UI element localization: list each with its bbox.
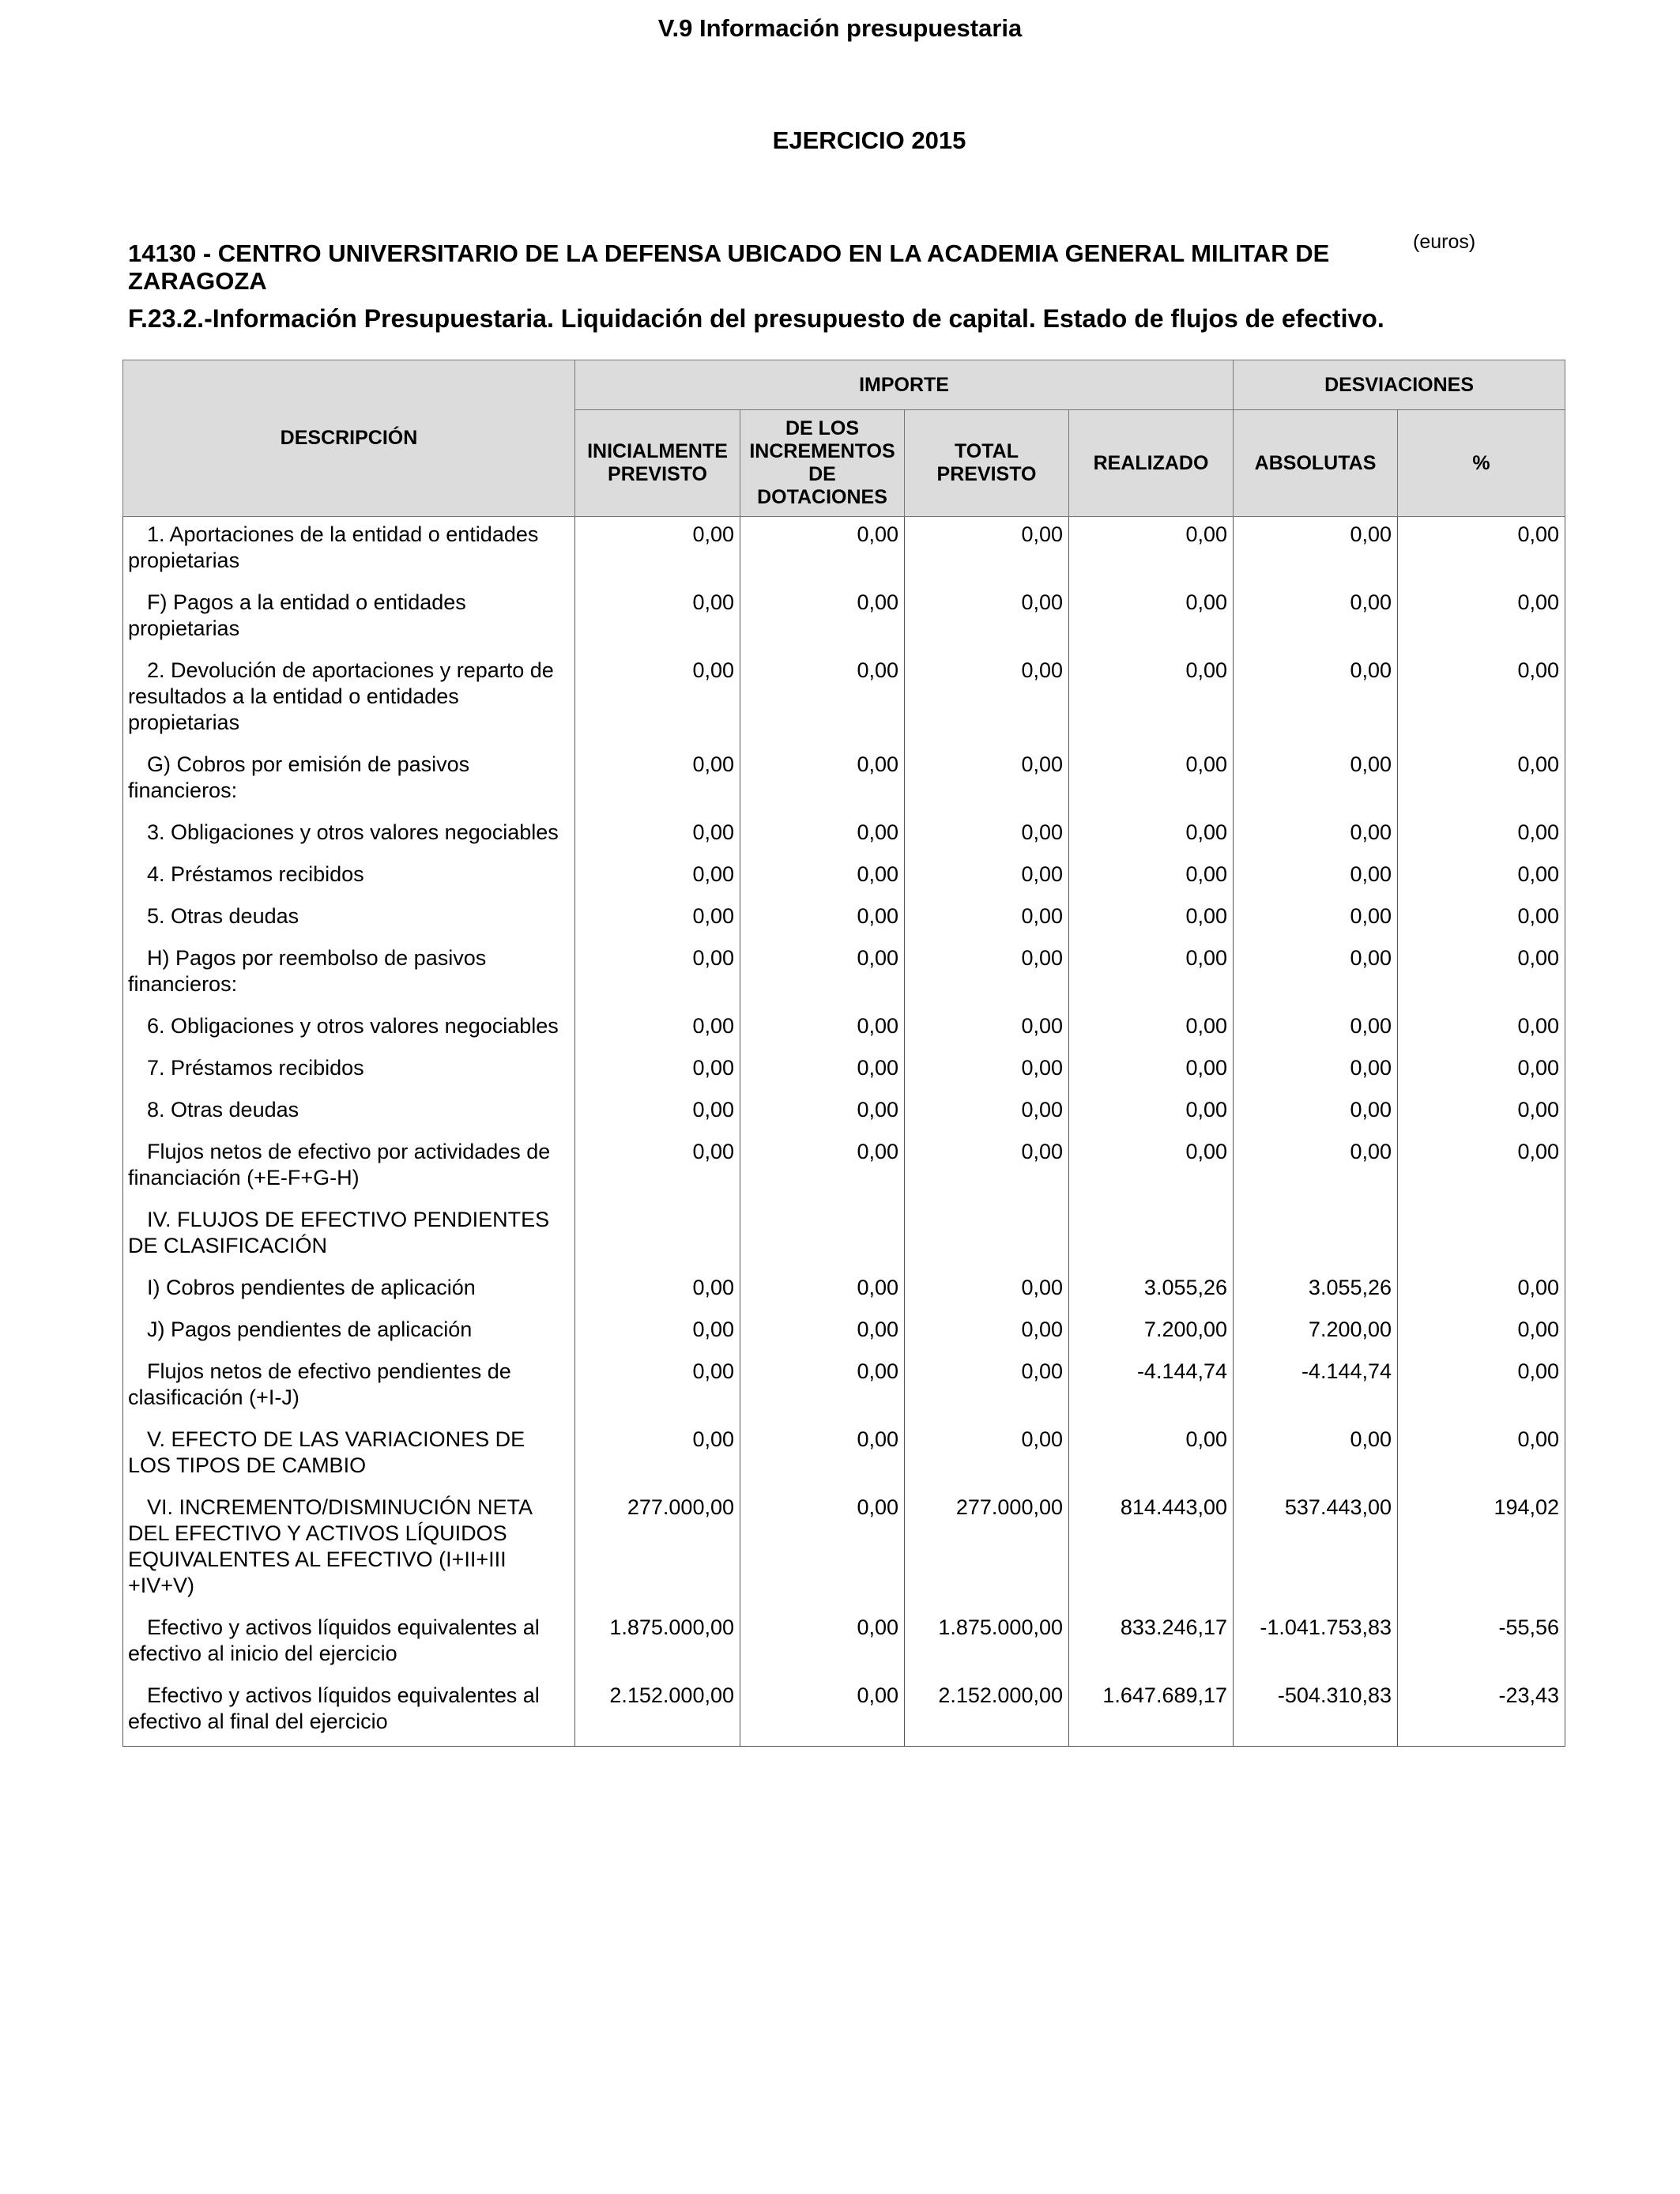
cell-absolutas: -4.144,74	[1234, 1354, 1398, 1422]
cell-total: 0,00	[905, 899, 1069, 941]
cell-realizado: 1.647.689,17	[1069, 1678, 1234, 1747]
cell-total: 1.875.000,00	[905, 1610, 1069, 1678]
cell-incrementos: 0,00	[740, 815, 905, 857]
cell-absolutas: 0,00	[1234, 857, 1398, 899]
cell-incrementos: 0,00	[740, 1008, 905, 1050]
cell-total: 0,00	[905, 653, 1069, 747]
header-importe: IMPORTE	[575, 360, 1234, 410]
cell-realizado: 0,00	[1069, 1422, 1234, 1490]
row-description: 3. Obligaciones y otros valores negociables	[123, 815, 575, 857]
header-desviaciones: DESVIACIONES	[1234, 360, 1565, 410]
cell-absolutas: 0,00	[1234, 1092, 1398, 1134]
header-incrementos-dotaciones: DE LOS INCREMENTOS DE DOTACIONES	[740, 410, 905, 517]
cell-inicial: 0,00	[575, 653, 740, 747]
cell-pct: 0,00	[1398, 1008, 1565, 1050]
cell-realizado	[1069, 1202, 1234, 1270]
cell-pct: 0,00	[1398, 1092, 1565, 1134]
cell-incrementos: 0,00	[740, 653, 905, 747]
cell-absolutas: 537.443,00	[1234, 1490, 1398, 1610]
cell-realizado: 0,00	[1069, 1092, 1234, 1134]
header-absolutas: ABSOLUTAS	[1234, 410, 1398, 517]
units-label: (euros)	[1413, 231, 1476, 253]
row-description: Flujos netos de efectivo pendientes de clasificación (+I-J)	[123, 1354, 575, 1422]
table-row	[123, 1134, 1565, 1202]
cell-total: 0,00	[905, 941, 1069, 1008]
row-description: 8. Otras deudas	[123, 1092, 575, 1134]
cell-realizado: 833.246,17	[1069, 1610, 1234, 1678]
cell-absolutas: 3.055,26	[1234, 1270, 1398, 1312]
table-row	[123, 815, 1565, 857]
row-description: 1. Aportaciones de la entidad o entidades propietarias	[123, 517, 575, 586]
cell-total: 0,00	[905, 1422, 1069, 1490]
cell-total: 2.152.000,00	[905, 1678, 1069, 1747]
table-row	[123, 899, 1565, 941]
table-row	[123, 1610, 1565, 1678]
cell-absolutas: 0,00	[1234, 1050, 1398, 1092]
cell-total: 0,00	[905, 585, 1069, 653]
cell-absolutas: 0,00	[1234, 585, 1398, 653]
cell-inicial	[575, 1202, 740, 1270]
cell-inicial: 1.875.000,00	[575, 1610, 740, 1678]
cell-inicial: 0,00	[575, 747, 740, 815]
cell-incrementos: 0,00	[740, 1134, 905, 1202]
cell-absolutas: 0,00	[1234, 1422, 1398, 1490]
table-row	[123, 857, 1565, 899]
cell-pct: 0,00	[1398, 1312, 1565, 1354]
cell-inicial: 0,00	[575, 1134, 740, 1202]
cell-absolutas: 0,00	[1234, 747, 1398, 815]
cell-incrementos: 0,00	[740, 857, 905, 899]
row-description: Flujos netos de efectivo por actividades de financiación (+E-F+G-H)	[123, 1134, 575, 1202]
row-description: 6. Obligaciones y otros valores negociables	[123, 1008, 575, 1050]
cell-realizado: 0,00	[1069, 653, 1234, 747]
cell-realizado: 7.200,00	[1069, 1312, 1234, 1354]
cell-pct: -23,43	[1398, 1678, 1565, 1747]
cell-absolutas: 0,00	[1234, 815, 1398, 857]
cell-inicial: 0,00	[575, 1270, 740, 1312]
cell-inicial: 2.152.000,00	[575, 1678, 740, 1747]
cell-total: 0,00	[905, 1270, 1069, 1312]
cell-total: 0,00	[905, 517, 1069, 586]
cell-realizado: 0,00	[1069, 899, 1234, 941]
cell-total	[905, 1202, 1069, 1270]
cell-incrementos: 0,00	[740, 1312, 905, 1354]
cell-realizado: 0,00	[1069, 1008, 1234, 1050]
cell-pct: 0,00	[1398, 1134, 1565, 1202]
cell-total: 0,00	[905, 747, 1069, 815]
cell-incrementos	[740, 1202, 905, 1270]
cell-pct: 0,00	[1398, 1422, 1565, 1490]
cell-absolutas: -1.041.753,83	[1234, 1610, 1398, 1678]
table-row	[123, 585, 1565, 653]
table-row	[123, 1422, 1565, 1490]
cell-total: 0,00	[905, 1134, 1069, 1202]
cell-absolutas: 0,00	[1234, 941, 1398, 1008]
cell-inicial: 277.000,00	[575, 1490, 740, 1610]
cell-pct: -55,56	[1398, 1610, 1565, 1678]
cell-incrementos: 0,00	[740, 747, 905, 815]
cell-inicial: 0,00	[575, 1092, 740, 1134]
cell-absolutas: 0,00	[1234, 653, 1398, 747]
table-row	[123, 1050, 1565, 1092]
row-description: 4. Préstamos recibidos	[123, 857, 575, 899]
cell-inicial: 0,00	[575, 941, 740, 1008]
cell-realizado: -4.144,74	[1069, 1354, 1234, 1422]
table-row	[123, 1490, 1565, 1610]
table-row	[123, 1270, 1565, 1312]
cell-pct: 0,00	[1398, 517, 1565, 586]
cell-pct: 0,00	[1398, 941, 1565, 1008]
cell-pct: 0,00	[1398, 1354, 1565, 1422]
cell-pct: 0,00	[1398, 1270, 1565, 1312]
cell-absolutas: 0,00	[1234, 517, 1398, 586]
cell-incrementos: 0,00	[740, 517, 905, 586]
cell-realizado: 0,00	[1069, 747, 1234, 815]
row-description: H) Pagos por reembolso de pasivos financieros:	[123, 941, 575, 1008]
cell-total: 0,00	[905, 1092, 1069, 1134]
cell-realizado: 0,00	[1069, 1134, 1234, 1202]
cell-incrementos: 0,00	[740, 1354, 905, 1422]
cell-realizado: 0,00	[1069, 857, 1234, 899]
cell-inicial: 0,00	[575, 815, 740, 857]
table-row	[123, 1202, 1565, 1270]
cell-realizado: 0,00	[1069, 517, 1234, 586]
cell-inicial: 0,00	[575, 1422, 740, 1490]
header-inicialmente-previsto: INICIALMENTE PREVISTO	[575, 410, 740, 517]
cell-inicial: 0,00	[575, 517, 740, 586]
header-percent: %	[1398, 410, 1565, 517]
cell-incrementos: 0,00	[740, 1678, 905, 1747]
form-title: F.23.2.-Información Presupuestaria. Liquidación del presupuesto de capital. Estado de flujos de efectivo.	[128, 304, 1384, 333]
cell-inicial: 0,00	[575, 1354, 740, 1422]
cell-realizado: 0,00	[1069, 1050, 1234, 1092]
table-body	[123, 517, 1565, 1747]
cell-realizado: 0,00	[1069, 585, 1234, 653]
header-total-previsto: TOTAL PREVISTO	[905, 410, 1069, 517]
row-description: G) Cobros por emisión de pasivos financieros:	[123, 747, 575, 815]
cell-pct: 194,02	[1398, 1490, 1565, 1610]
cell-incrementos: 0,00	[740, 1050, 905, 1092]
cell-total: 0,00	[905, 1312, 1069, 1354]
cell-inicial: 0,00	[575, 857, 740, 899]
table-row	[123, 941, 1565, 1008]
table-row	[123, 1354, 1565, 1422]
cell-total: 0,00	[905, 1050, 1069, 1092]
cell-total: 0,00	[905, 1354, 1069, 1422]
header-realizado: REALIZADO	[1069, 410, 1234, 517]
cell-inicial: 0,00	[575, 1008, 740, 1050]
table-row	[123, 1008, 1565, 1050]
cell-realizado: 0,00	[1069, 941, 1234, 1008]
cell-pct: 0,00	[1398, 653, 1565, 747]
table-row	[123, 653, 1565, 747]
cell-pct: 0,00	[1398, 899, 1565, 941]
cell-absolutas: -504.310,83	[1234, 1678, 1398, 1747]
row-description: V. EFECTO DE LAS VARIACIONES DE LOS TIPOS DE CAMBIO	[123, 1422, 575, 1490]
table-row	[123, 517, 1565, 586]
row-description: Efectivo y activos líquidos equivalentes al efectivo al final del ejercicio	[123, 1678, 575, 1747]
row-description: F) Pagos a la entidad o entidades propietarias	[123, 585, 575, 653]
cell-pct: 0,00	[1398, 585, 1565, 653]
exercise-year: EJERCICIO 2015	[772, 126, 966, 154]
cell-pct: 0,00	[1398, 857, 1565, 899]
cell-incrementos: 0,00	[740, 1092, 905, 1134]
cell-incrementos: 0,00	[740, 585, 905, 653]
cell-incrementos: 0,00	[740, 941, 905, 1008]
cell-absolutas: 0,00	[1234, 1008, 1398, 1050]
cell-absolutas: 0,00	[1234, 899, 1398, 941]
row-description: J) Pagos pendientes de aplicación	[123, 1312, 575, 1354]
table-row	[123, 1678, 1565, 1747]
cell-absolutas: 0,00	[1234, 1134, 1398, 1202]
cell-total: 0,00	[905, 1008, 1069, 1050]
header-descripcion: DESCRIPCIÓN	[123, 360, 575, 517]
cell-total: 0,00	[905, 815, 1069, 857]
table-row	[123, 747, 1565, 815]
row-description: Efectivo y activos líquidos equivalentes al efectivo al inicio del ejercicio	[123, 1610, 575, 1678]
cell-total: 0,00	[905, 857, 1069, 899]
cell-pct: 0,00	[1398, 747, 1565, 815]
table-row	[123, 1092, 1565, 1134]
section-title: V.9 Información presupuestaria	[657, 14, 1023, 42]
cell-absolutas	[1234, 1202, 1398, 1270]
row-description: 5. Otras deudas	[123, 899, 575, 941]
row-description: 2. Devolución de aportaciones y reparto de resultados a la entidad o entidades propietarias	[123, 653, 575, 747]
cell-incrementos: 0,00	[740, 1422, 905, 1490]
cell-pct	[1398, 1202, 1565, 1270]
cell-inicial: 0,00	[575, 585, 740, 653]
table-row	[123, 1312, 1565, 1354]
cell-pct: 0,00	[1398, 1050, 1565, 1092]
row-description: I) Cobros pendientes de aplicación	[123, 1270, 575, 1312]
cell-incrementos: 0,00	[740, 899, 905, 941]
entity-name: 14130 - CENTRO UNIVERSITARIO DE LA DEFENSA UBICADO EN LA ACADEMIA GENERAL MILITAR DE ZARAGOZA	[128, 239, 1330, 295]
row-description: VI. INCREMENTO/DISMINUCIÓN NETA DEL EFECTIVO Y ACTIVOS LÍQUIDOS EQUIVALENTES AL EFECTIVO (I+II+III +IV+V)	[123, 1490, 575, 1610]
cell-realizado: 0,00	[1069, 815, 1234, 857]
row-description: 7. Préstamos recibidos	[123, 1050, 575, 1092]
cell-incrementos: 0,00	[740, 1270, 905, 1312]
cell-inicial: 0,00	[575, 899, 740, 941]
cell-total: 277.000,00	[905, 1490, 1069, 1610]
cell-inicial: 0,00	[575, 1312, 740, 1354]
cell-incrementos: 0,00	[740, 1490, 905, 1610]
cell-incrementos: 0,00	[740, 1610, 905, 1678]
cell-realizado: 3.055,26	[1069, 1270, 1234, 1312]
cell-absolutas: 7.200,00	[1234, 1312, 1398, 1354]
cell-inicial: 0,00	[575, 1050, 740, 1092]
row-description: IV. FLUJOS DE EFECTIVO PENDIENTES DE CLASIFICACIÓN	[123, 1202, 575, 1270]
cell-realizado: 814.443,00	[1069, 1490, 1234, 1610]
cash-flow-table	[122, 360, 1565, 1747]
cell-pct: 0,00	[1398, 815, 1565, 857]
